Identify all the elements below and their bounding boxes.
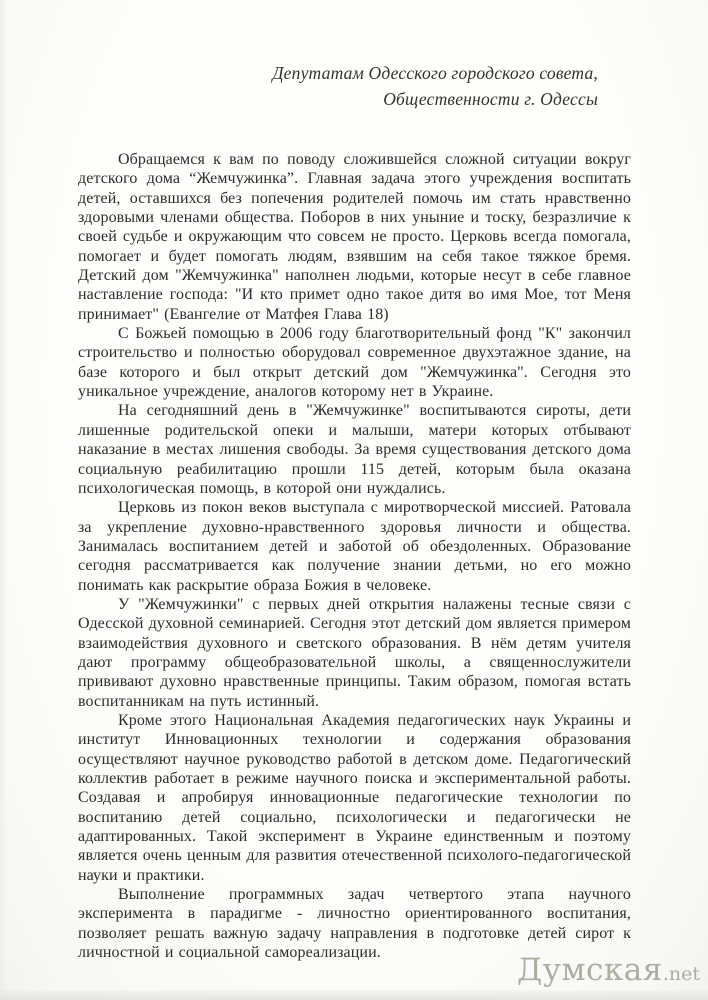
letter-body: [78, 150, 631, 962]
recipient-block: [272, 60, 598, 112]
letter-paragraph: На сегодняшний день в "Жемчужинке" воспитываются сироты, дети лишенные родительской опеки и малыши, матери которых отбывают наказание в местах лишения свободы. За время существования детского дома социальную реабилитацию прошли 115 детей, которым была оказана психологическая помощь, в которой они нуждались.: [78, 402, 631, 497]
recipient-line-1: Депутатам Одесского городского совета,: [272, 63, 598, 83]
letter-paragraph: Кроме этого Национальная Академия педагогических наук Украины и институт Инновационных технологии и содержания образования осуществляют научное руководство работой в детском доме. Педагогический коллектив работает в режиме научного поиска и экспериментальной работы. Создавая и апробируя инновационные педагогические технологии по воспитанию детей социально, психологически и педагогически не адаптированных. Такой эксперимент в Украине единственным и поэтому является очень ценным для развития отечественной психолого-педагогической науки и практики.: [78, 711, 631, 884]
scan-edge-bottom: [0, 990, 708, 1000]
dumskaya-watermark: [517, 952, 700, 988]
letter-paragraph: У "Жемчужинки" с первых дней открытия налажены тесные связи с Одесской духовной семинарией. Сегодня этот детский дом является примером взаимодействия духовного и светского образования. В нём детям учителя дают программу общеобразовательной школы, а священнослужители прививают духовно нравственные принципы. Таким образом, помогая встать воспитанникам на путь истинный.: [78, 595, 631, 710]
letter-paragraph: Обращаемся к вам по поводу сложившейся сложной ситуации вокруг детского дома “Жемчужинка”. Главная задача этого учреждения воспитать детей, оставшихся без попечения родителей помочь им стать нравственно здоровыми членами общества. Поборов в них уныние и тоску, безразличие к своей судьбе и окружающим что совсем не просто. Церковь всегда помогала, помогает и будет помогать людям, взявшим на себя такое тяжкое бремя. Детский дом "Жемчужинка" наполнен людьми, которые несут в себе главное наставление господа: "И кто примет одно такое дитя во имя Мое, тот Меня принимает" (Евангелие от Матфея Глава 18): [78, 151, 631, 323]
letter-paragraph: С Божьей помощью в 2006 году благотворительный фонд "К" закончил строительство и полностью оборудовал современное двухэтажное здание, на базе которого и был открыт детский дом "Жемчужинка". Сегодня это уникальное учреждение, аналогов которому нет в Украине.: [78, 325, 631, 401]
watermark-site-name: Думская: [517, 952, 663, 988]
scan-edge-left: [0, 0, 7, 1000]
letter-paragraph: Выполнение программных задач четвертого этапа научного эксперимента в парадигме - личностно ориентированного воспитания, позволяет решать важную задачу направления в подготовке детей сирот к личностной и социальной самореализации.: [78, 886, 631, 962]
recipient-line-2: Общественности г. Одессы: [383, 89, 598, 109]
letter-paragraph: Церковь из покон веков выступала с миротворческой миссией. Ратовала за укрепление духовно-нравственного здоровья личности и общества. Занималась воспитанием детей и заботой об обездоленных. Образование сегодня рассматривается как получение знании детьми, но его можно понимать как раскрытие образа Божия в человеке.: [78, 499, 631, 594]
watermark-domain-suffix: .net: [662, 963, 700, 985]
